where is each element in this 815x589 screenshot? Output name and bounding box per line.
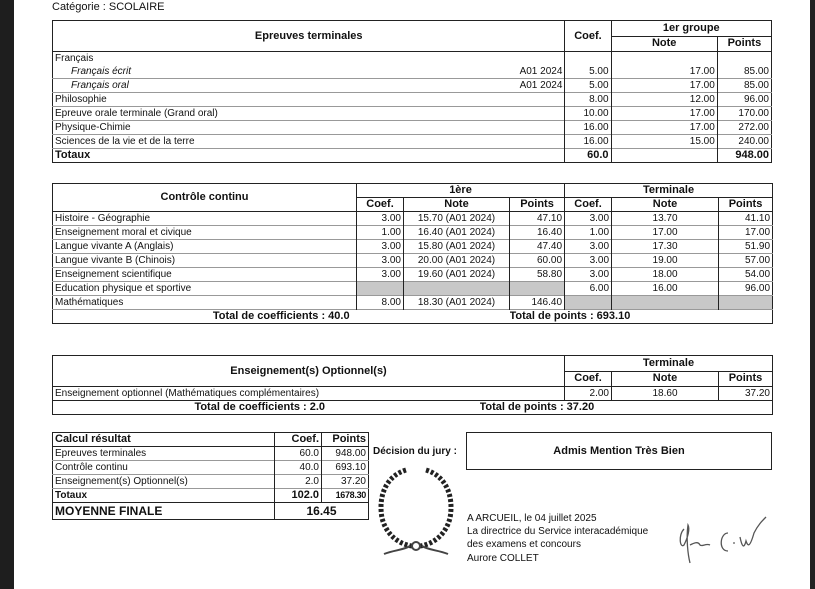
coef-value: 2.0	[275, 475, 322, 489]
final-coef: 6.00	[565, 282, 612, 296]
subject-label: Histoire - Géographie	[55, 213, 151, 224]
session-value	[495, 121, 565, 135]
total-coefficients: Total de coefficients : 2.0	[194, 401, 326, 413]
table-row	[53, 461, 369, 475]
table-row	[53, 447, 369, 461]
final-note: 17.00	[612, 226, 719, 240]
points-value: 37.20	[322, 475, 369, 489]
first-note: 15.80 (A01 2024)	[404, 240, 510, 254]
note-value: 17.00	[611, 121, 717, 135]
first-coef: 3.00	[357, 212, 404, 226]
table-row	[53, 475, 369, 489]
signature-title-2: des examens et concours	[467, 539, 581, 550]
points-header: Points	[719, 371, 773, 387]
subject-label: Mathématiques	[55, 297, 124, 308]
continuous-title: Contrôle continu	[53, 184, 357, 212]
subject-label: Sciences de la vie et de la terre	[55, 136, 195, 147]
first-points: 146.40	[510, 296, 565, 310]
totals-label: Totaux	[55, 490, 88, 501]
signature-title-1: La directrice du Service interacadémique	[467, 526, 649, 537]
table-row	[53, 240, 773, 254]
note-value: 17.00	[611, 107, 717, 121]
note-header: Note	[612, 371, 719, 387]
table-row	[53, 93, 772, 107]
points-header: Points	[719, 198, 773, 212]
coef-value: 5.00	[565, 65, 611, 79]
final-average-value: 16.45	[275, 503, 369, 520]
component-label: Contrôle continu	[55, 462, 128, 473]
subject-label: Enseignement moral et civique	[55, 227, 192, 238]
subject-label: Français oral	[71, 80, 129, 91]
note-value: 15.00	[611, 135, 717, 149]
result-title: Calcul résultat	[53, 433, 275, 447]
table-row	[53, 268, 773, 282]
note-value: 12.00	[611, 93, 717, 107]
final-note: 13.70	[612, 212, 719, 226]
first-points: 58.80	[510, 268, 565, 282]
first-coef	[357, 282, 404, 296]
coef-value: 10.00	[565, 107, 611, 121]
final-points: 54.00	[719, 268, 773, 282]
signature-place-date: A ARCUEIL, le 04 juillet 2025	[467, 513, 597, 524]
signature-name: Aurore COLLET	[467, 553, 539, 564]
first-note: 18.30 (A01 2024)	[404, 296, 510, 310]
jury-decision-box	[466, 432, 772, 470]
final-year-header: Terminale	[565, 184, 773, 198]
session-value	[495, 107, 565, 121]
final-points: 41.10	[719, 212, 773, 226]
final-note	[612, 296, 719, 310]
points-value: 272.00	[717, 121, 771, 135]
final-points: 57.00	[719, 254, 773, 268]
category-label: Catégorie : SCOLAIRE	[52, 1, 165, 13]
points-value: 948.00	[322, 447, 369, 461]
coef-value: 16.00	[565, 121, 611, 135]
final-coef: 3.00	[565, 268, 612, 282]
continuous-assessment-table	[52, 183, 773, 324]
session-value	[495, 93, 565, 107]
final-points	[719, 296, 773, 310]
points-value: 693.10	[322, 461, 369, 475]
total-points: Total de points : 693.10	[509, 310, 631, 322]
subject-label: Education physique et sportive	[55, 283, 192, 294]
laurel-wreath-icon	[374, 462, 458, 565]
table-row	[53, 296, 773, 310]
table-row	[53, 79, 772, 93]
first-coef: 3.00	[357, 240, 404, 254]
component-label: Epreuves terminales	[55, 448, 147, 459]
table-row	[53, 282, 773, 296]
coef-value: 40.0	[275, 461, 322, 475]
session-value: A01 2024	[519, 80, 563, 91]
points-value: 85.00	[717, 79, 771, 93]
first-points: 47.10	[510, 212, 565, 226]
first-coef: 3.00	[357, 268, 404, 282]
final-coef	[565, 296, 612, 310]
coef-header: Coef.	[565, 371, 612, 387]
totals-points: 948.00	[717, 149, 771, 163]
subject-label: Philosophie	[55, 94, 107, 105]
first-year-header: 1ère	[357, 184, 565, 198]
first-note: 19.60 (A01 2024)	[404, 268, 510, 282]
points-header: Points	[510, 198, 565, 212]
subject-label: Enseignement optionnel (Mathématiques complémentaires)	[55, 388, 320, 399]
subject-label: Physique-Chimie	[55, 122, 131, 133]
first-note: 20.00 (A01 2024)	[404, 254, 510, 268]
table-row	[53, 65, 772, 79]
final-average-label: MOYENNE FINALE	[55, 503, 163, 518]
final-coef: 3.00	[565, 240, 612, 254]
final-coef: 3.00	[565, 254, 612, 268]
table-row	[53, 254, 773, 268]
totals-coef: 102.0	[275, 489, 322, 503]
first-coef: 1.00	[357, 226, 404, 240]
points-header: Points	[717, 36, 771, 52]
table-row	[53, 387, 773, 401]
terminal-title: Epreuves terminales	[53, 21, 565, 52]
note-value: 18.60	[612, 387, 719, 401]
session-value	[495, 135, 565, 149]
optional-title: Enseignement(s) Optionnel(s)	[53, 356, 565, 387]
first-coef: 8.00	[357, 296, 404, 310]
session-value: A01 2024	[519, 66, 563, 77]
note-value: 17.00	[611, 79, 717, 93]
first-points: 47.40	[510, 240, 565, 254]
final-coef: 3.00	[565, 212, 612, 226]
first-note: 15.70 (A01 2024)	[404, 212, 510, 226]
note-value: 17.00	[611, 65, 717, 79]
final-coef: 1.00	[565, 226, 612, 240]
subject-label: Enseignement scientifique	[55, 269, 172, 280]
totals-points: 1678.30	[322, 489, 369, 503]
totals-coef: 60.0	[565, 149, 611, 163]
signature-block	[467, 512, 648, 565]
table-row	[53, 212, 773, 226]
note-header: Note	[612, 198, 719, 212]
final-points: 51.90	[719, 240, 773, 254]
table-row	[53, 107, 772, 121]
final-points: 17.00	[719, 226, 773, 240]
optional-courses-table	[52, 355, 773, 415]
handwritten-signature-icon	[676, 515, 776, 570]
final-year-header: Terminale	[565, 356, 773, 372]
first-note: 16.40 (A01 2024)	[404, 226, 510, 240]
jury-decision-label: Décision du jury :	[373, 446, 457, 457]
coef-header: Coef.	[565, 198, 612, 212]
first-points: 16.40	[510, 226, 565, 240]
coef-header: Coef.	[565, 21, 611, 52]
result-calculation-table	[52, 432, 369, 520]
note-header: Note	[404, 198, 510, 212]
note-header: Note	[611, 36, 717, 52]
subject-label: Epreuve orale terminale (Grand oral)	[55, 108, 218, 119]
points-value: 240.00	[717, 135, 771, 149]
points-value: 170.00	[717, 107, 771, 121]
group-header: 1er groupe	[611, 21, 771, 37]
final-note: 16.00	[612, 282, 719, 296]
first-points: 60.00	[510, 254, 565, 268]
jury-decision-value: Admis Mention Très Bien	[553, 445, 685, 457]
subject-label: Langue vivante B (Chinois)	[55, 255, 176, 266]
coef-value: 60.0	[275, 447, 322, 461]
first-points	[510, 282, 565, 296]
points-header: Points	[322, 433, 369, 447]
final-note: 19.00	[612, 254, 719, 268]
table-row	[53, 226, 773, 240]
totals-label: Totaux	[55, 149, 91, 161]
points-value: 37.20	[719, 387, 773, 401]
coef-header: Coef.	[357, 198, 404, 212]
total-points: Total de points : 37.20	[479, 401, 595, 413]
final-points: 96.00	[719, 282, 773, 296]
subject-label: Langue vivante A (Anglais)	[55, 241, 174, 252]
total-coefficients: Total de coefficients : 40.0	[212, 310, 350, 322]
first-coef: 3.00	[357, 254, 404, 268]
coef-value: 2.00	[565, 387, 612, 401]
first-note	[404, 282, 510, 296]
terminal-exams-table	[52, 20, 772, 163]
final-note: 17.30	[612, 240, 719, 254]
coef-value: 5.00	[565, 79, 611, 93]
subject-label: Français écrit	[71, 66, 132, 77]
points-value: 85.00	[717, 65, 771, 79]
final-note: 18.00	[612, 268, 719, 282]
coef-value: 16.00	[565, 135, 611, 149]
viewer-edge	[810, 0, 815, 589]
table-row	[53, 135, 772, 149]
group-row-label: Français	[55, 53, 94, 64]
points-value: 96.00	[717, 93, 771, 107]
component-label: Enseignement(s) Optionnel(s)	[55, 476, 188, 487]
coef-header: Coef.	[275, 433, 322, 447]
coef-value: 8.00	[565, 93, 611, 107]
table-row	[53, 121, 772, 135]
